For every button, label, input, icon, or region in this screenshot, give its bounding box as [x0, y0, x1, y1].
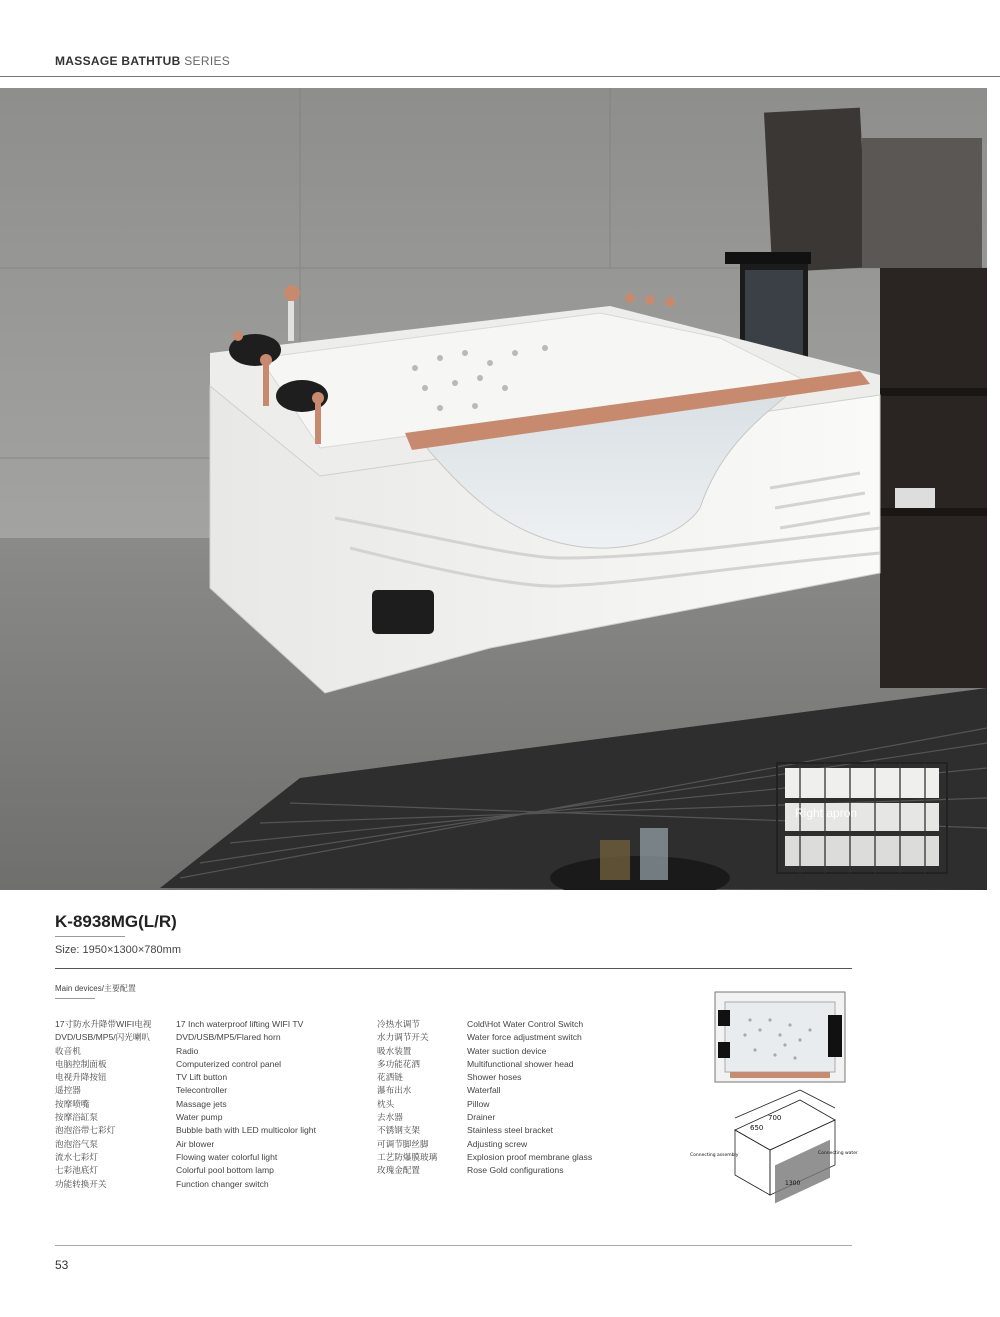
top-rule: [0, 76, 1000, 77]
devices-underline: [55, 998, 95, 999]
devices-column-chinese-2: [377, 1018, 437, 1178]
product-photo: [0, 88, 987, 890]
right-apron-label: Right apron: [795, 806, 858, 820]
device-item: Massage jets: [176, 1098, 227, 1109]
device-item: Adjusting screw: [467, 1138, 528, 1149]
devices-column-english-2: [467, 1018, 592, 1178]
device-item: Stainless steel bracket: [467, 1125, 553, 1136]
footer-rule: [55, 1245, 852, 1246]
device-item: Function changer switch: [176, 1178, 269, 1189]
device-item: Water force adjustment switch: [467, 1032, 582, 1043]
device-item: 瀑布出水: [377, 1085, 412, 1096]
technical-diagrams: [690, 990, 860, 1230]
device-item: Shower hoses: [467, 1072, 522, 1083]
connecting-water-note: Connecting water: [818, 1151, 858, 1156]
device-item: 按摩浴缸泵: [55, 1112, 98, 1123]
device-item: Waterfall: [467, 1085, 501, 1096]
device-item: 玫瑰金配置: [377, 1165, 420, 1176]
device-item: 工艺防爆膜玻璃: [377, 1151, 438, 1162]
section-rule: [55, 968, 852, 969]
device-item: Water pump: [176, 1112, 223, 1123]
device-item: 吸水装置: [377, 1045, 412, 1056]
device-item: 冷热水调节: [377, 1019, 420, 1029]
device-item: 泡泡浴气泵: [55, 1138, 98, 1149]
device-item: 遥控器: [55, 1085, 81, 1096]
device-item: Telecontroller: [176, 1085, 228, 1096]
device-item: Multifunctional shower head: [467, 1058, 574, 1069]
series-header: [55, 54, 230, 68]
bathtub-illustration: [0, 88, 987, 890]
device-item: Drainer: [467, 1112, 496, 1123]
device-item: 按摩喷嘴: [55, 1098, 90, 1109]
device-item: 去水器: [377, 1112, 403, 1123]
device-item: 收音机: [55, 1045, 81, 1056]
devices-column-english-1: [176, 1018, 316, 1191]
connecting-assembly-note: Connecting assembly: [690, 1153, 739, 1158]
device-item: 可调节脚丝脚: [377, 1138, 429, 1149]
devices-column-chinese-1: [55, 1018, 151, 1191]
device-item: 不锈钢支架: [377, 1125, 420, 1136]
device-item: 功能转换开关: [55, 1178, 107, 1189]
product-size: Size: 1950×1300×780mm: [55, 944, 181, 956]
device-item: 枕头: [377, 1098, 395, 1109]
device-item: 17寸防水升降带WIFI电视: [55, 1019, 152, 1029]
top-view-and-dimension-diagram: [690, 990, 860, 1230]
device-item: DVD/USB/MP5/闪光喇叭: [55, 1032, 151, 1043]
model-number: K-8938MG(L/R): [55, 912, 177, 931]
device-item: 流水七彩灯: [55, 1151, 98, 1162]
device-item: 水力调节开关: [377, 1032, 429, 1043]
device-item: Water suction device: [467, 1045, 547, 1056]
page-number: 53: [55, 1258, 69, 1272]
device-item: Pillow: [467, 1098, 490, 1109]
device-item: 17 Inch waterproof lifting WIFI TV: [176, 1019, 304, 1029]
series-title: MASSAGE BATHTUB: [55, 54, 181, 68]
device-item: Computerized control panel: [176, 1058, 282, 1069]
dim-b-label: 700: [768, 1114, 782, 1122]
dim-a-label: 650: [750, 1124, 764, 1132]
device-item: 电脑控制面板: [55, 1058, 107, 1069]
device-item: 七彩池底灯: [55, 1165, 98, 1176]
device-item: Radio: [176, 1045, 199, 1056]
device-item: 花洒链: [377, 1072, 403, 1083]
device-item: TV Lift button: [176, 1072, 228, 1083]
dim-c-label: 1300: [785, 1180, 801, 1187]
model-underline: [55, 936, 125, 937]
device-item: Rose Gold configurations: [467, 1165, 564, 1176]
device-item: 多功能花洒: [377, 1058, 420, 1069]
main-devices-title: Main devices/主要配置: [55, 984, 136, 993]
series-subtitle: SERIES: [184, 54, 231, 68]
device-item: Bubble bath with LED multicolor light: [176, 1125, 316, 1136]
device-item: 电视升降按钮: [55, 1072, 107, 1083]
device-item: Explosion proof membrane glass: [467, 1151, 593, 1162]
device-item: 泡泡浴带七彩灯: [55, 1125, 116, 1136]
device-item: Air blower: [176, 1138, 215, 1149]
device-item: DVD/USB/MP5/Flared horn: [176, 1032, 281, 1043]
device-item: Cold\Hot Water Control Switch: [467, 1019, 584, 1029]
device-item: Flowing water colorful light: [176, 1151, 278, 1162]
device-item: Colorful pool bottom lamp: [176, 1165, 274, 1176]
